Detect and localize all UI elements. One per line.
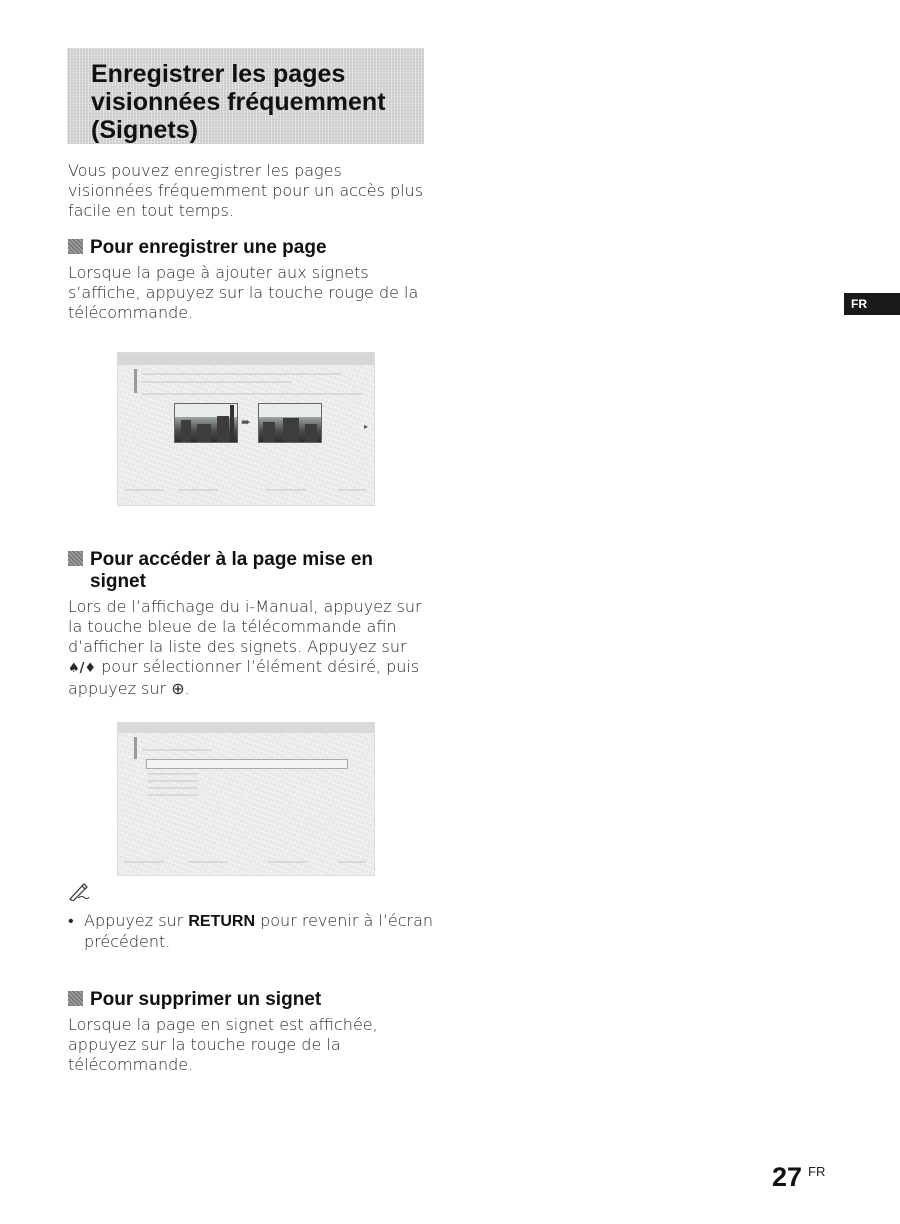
note-text: précédent. [84, 932, 171, 951]
thumbnail-building [283, 418, 299, 442]
section-heading-text: Pour enregistrer une page [90, 237, 327, 258]
page-number-suffix: FR [808, 1164, 826, 1179]
screenshot-footer-text [124, 861, 164, 863]
section-heading-text: Pour supprimer un signet [90, 989, 322, 1010]
chevron-right-icon: ▸ [364, 422, 369, 431]
screenshot-text-line [142, 373, 342, 375]
intro-paragraph [68, 161, 428, 221]
bookmark-list-item [148, 787, 198, 789]
screenshot-header-bar [118, 353, 374, 365]
paragraph-line [68, 657, 438, 679]
screenshot-footer-text [266, 489, 306, 491]
paragraph-line: s’affiche, appuyez sur la touche rouge de la [68, 283, 419, 302]
section-heading-register [68, 237, 428, 259]
paragraph-line: Lorsque la page à ajouter aux signets [68, 263, 369, 282]
screenshot-text-line [142, 381, 292, 383]
screenshot-header-bar [118, 723, 374, 733]
screenshot-marker [134, 369, 137, 393]
up-down-arrows-icon: ♠/♦ [68, 661, 97, 676]
section-heading-text: Pour accéder à la page mise en [90, 549, 374, 570]
section-square-icon [68, 239, 83, 254]
paragraph-line: appuyez sur ⊕. [68, 679, 190, 698]
section-delete-paragraph [68, 1015, 428, 1075]
bullet-dot: • [68, 911, 74, 930]
section-access-paragraph [68, 597, 438, 699]
note-bullet [68, 911, 448, 952]
thumbnail-after [258, 403, 322, 443]
thumbnail-before [174, 403, 238, 443]
paragraph-line: télécommande. [68, 1055, 194, 1074]
intro-line: facile en tout temps. [68, 201, 234, 220]
screenshot-text-line [142, 393, 362, 395]
thumbnail-building [263, 422, 275, 442]
paragraph-line: Lorsque la page en signet est affichée, [68, 1015, 378, 1034]
bookmark-list-screenshot [117, 722, 375, 876]
paragraph-line: d’afficher la liste des signets. Appuyez sur [68, 637, 407, 656]
section-heading-delete [68, 989, 428, 1011]
title-line: visionnées fréquemment [91, 88, 386, 116]
note-text: Appuyez sur [84, 911, 189, 930]
intro-line: visionnées fréquemment pour un accès plus [68, 181, 424, 200]
section-heading-text: signet [90, 571, 146, 592]
title-banner [67, 48, 424, 144]
thumbnail-building [217, 416, 229, 442]
note-pencil-icon [68, 883, 90, 901]
screenshot-footer-text [338, 489, 366, 491]
screenshot-footer-text [178, 489, 218, 491]
paragraph-line: la touche bleue de la télécommande afin [68, 617, 397, 636]
thumbnail-building [197, 424, 211, 442]
note-text: pour revenir à l’écran [255, 911, 434, 930]
screenshot-marker [134, 737, 137, 759]
screenshot-footer-text [338, 861, 366, 863]
intro-line: Vous pouvez enregistrer les pages [68, 161, 342, 180]
paragraph-line: appuyez sur la touche rouge de la [68, 1035, 341, 1054]
thumbnail-building [181, 420, 191, 442]
page-title [91, 60, 416, 144]
paragraph-text: pour sélectionner l’élément désiré, puis [96, 657, 420, 676]
bookmark-list-item [148, 780, 198, 782]
thumbnail-building [305, 424, 317, 442]
title-line: Enregistrer les pages [91, 60, 346, 88]
bookmark-list-item [148, 773, 198, 775]
screenshot-footer-text [124, 489, 164, 491]
thumbnail-sky [259, 404, 321, 417]
bookmark-list-item [148, 794, 198, 796]
language-tab: FR [844, 293, 900, 315]
section-register-paragraph [68, 263, 428, 323]
screenshot-footer-text [268, 861, 308, 863]
arrow-right-icon: ➨ [241, 415, 252, 429]
page-number: 27 [772, 1162, 803, 1192]
section-heading-access [68, 549, 428, 593]
screenshot-text-line [142, 749, 212, 751]
title-line: (Signets) [91, 116, 198, 144]
screenshot-footer-text [188, 861, 228, 863]
paragraph-line: Lors de l’affichage du i-Manual, appuyez sur [68, 597, 422, 616]
bookmark-add-screenshot [117, 352, 375, 506]
thumbnail-divider [230, 405, 234, 441]
paragraph-line: télécommande. [68, 303, 194, 322]
section-square-icon [68, 991, 83, 1006]
section-square-icon [68, 551, 83, 566]
bookmark-list-highlight [146, 759, 348, 769]
return-key-label: RETURN [188, 913, 256, 930]
